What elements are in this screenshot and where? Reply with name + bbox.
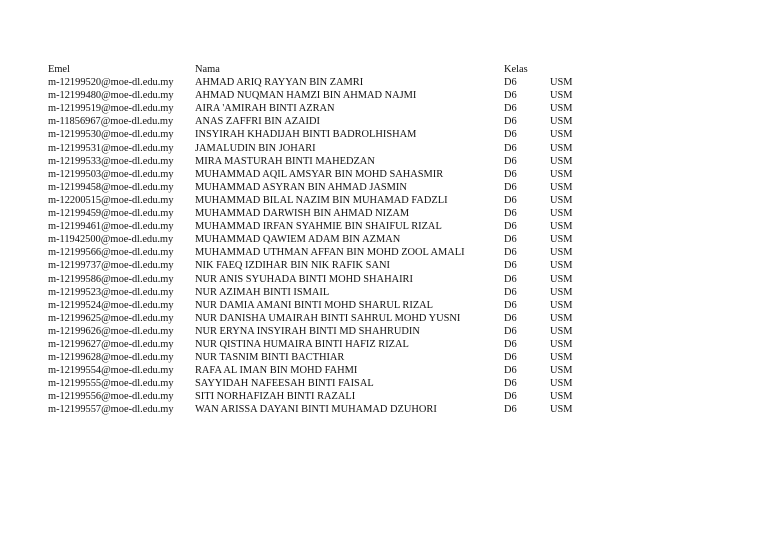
cell-name: ANAS ZAFFRI BIN AZAIDI [195, 116, 320, 128]
cell-tag: USM [550, 194, 573, 206]
table-row [48, 338, 590, 351]
cell-email: m-12199503@moe-dl.edu.my [48, 168, 174, 180]
cell-kelas: D6 [504, 378, 517, 390]
cell-tag: USM [550, 234, 573, 246]
cell-kelas: D6 [504, 273, 517, 285]
table-row [48, 312, 590, 325]
table-row [48, 128, 590, 141]
header-extra [550, 63, 590, 76]
table-row [48, 299, 590, 312]
cell-email: m-12199557@moe-dl.edu.my [48, 404, 174, 416]
cell-email: m-12199530@moe-dl.edu.my [48, 129, 174, 141]
cell-tag: USM [550, 247, 573, 259]
cell-email: m-12199519@moe-dl.edu.my [48, 103, 174, 115]
cell-tag: USM [550, 116, 573, 128]
cell-kelas: D6 [504, 142, 517, 154]
header-email: Emel [48, 64, 70, 75]
cell-kelas: D6 [504, 260, 517, 272]
cell-name: MUHAMMAD UTHMAN AFFAN BIN MOHD ZOOL AMALI [195, 247, 465, 259]
table-body [48, 76, 590, 416]
cell-kelas: D6 [504, 299, 517, 311]
cell-name: NUR QISTINA HUMAIRA BINTI HAFIZ RIZAL [195, 338, 409, 350]
cell-tag: USM [550, 77, 573, 89]
cell-email: m-12199737@moe-dl.edu.my [48, 260, 174, 272]
cell-name: NUR DANISHA UMAIRAH BINTI SAHRUL MOHD YUSNI [195, 312, 461, 324]
cell-kelas: D6 [504, 404, 517, 416]
cell-name: SITI NORHAFIZAH BINTI RAZALI [195, 391, 356, 403]
cell-name: MUHAMMAD AQIL AMSYAR BIN MOHD SAHASMIR [195, 168, 444, 180]
table-row [48, 377, 590, 390]
cell-kelas: D6 [504, 129, 517, 141]
header-kelas: Kelas [504, 64, 528, 75]
cell-name: WAN ARISSA DAYANI BINTI MUHAMAD DZUHORI [195, 404, 437, 416]
cell-kelas: D6 [504, 208, 517, 220]
cell-kelas: D6 [504, 221, 517, 233]
cell-tag: USM [550, 312, 573, 324]
cell-email: m-12199625@moe-dl.edu.my [48, 312, 174, 324]
cell-tag: USM [550, 142, 573, 154]
cell-name: RAFA AL IMAN BIN MOHD FAHMI [195, 365, 358, 377]
cell-email: m-12199531@moe-dl.edu.my [48, 142, 174, 154]
cell-tag: USM [550, 352, 573, 364]
cell-kelas: D6 [504, 325, 517, 337]
table-row [48, 155, 590, 168]
table-row [48, 273, 590, 286]
cell-kelas: D6 [504, 168, 517, 180]
cell-kelas: D6 [504, 90, 517, 102]
table-row [48, 390, 590, 403]
cell-email: m-11856967@moe-dl.edu.my [48, 116, 174, 128]
cell-tag: USM [550, 208, 573, 220]
cell-tag: USM [550, 168, 573, 180]
cell-email: m-12199533@moe-dl.edu.my [48, 155, 174, 167]
cell-tag: USM [550, 365, 573, 377]
table-row [48, 220, 590, 233]
table-row [48, 403, 590, 416]
cell-tag: USM [550, 404, 573, 416]
table-row [48, 181, 590, 194]
student-table [48, 63, 590, 417]
table-row [48, 76, 590, 89]
header-name: Nama [195, 64, 220, 75]
cell-name: MUHAMMAD IRFAN SYAHMIE BIN SHAIFUL RIZAL [195, 221, 442, 233]
cell-name: NIK FAEQ IZDIHAR BIN NIK RAFIK SANI [195, 260, 390, 272]
cell-email: m-12199461@moe-dl.edu.my [48, 221, 174, 233]
cell-kelas: D6 [504, 352, 517, 364]
cell-tag: USM [550, 299, 573, 311]
cell-tag: USM [550, 103, 573, 115]
cell-kelas: D6 [504, 181, 517, 193]
cell-name: NUR DAMIA AMANI BINTI MOHD SHARUL RIZAL [195, 299, 434, 311]
cell-name: NUR AZIMAH BINTI ISMAIL [195, 286, 330, 298]
cell-tag: USM [550, 221, 573, 233]
cell-tag: USM [550, 391, 573, 403]
cell-kelas: D6 [504, 234, 517, 246]
table-row [48, 115, 590, 128]
table-row [48, 259, 590, 272]
cell-email: m-12199520@moe-dl.edu.my [48, 77, 174, 89]
cell-email: m-11942500@moe-dl.edu.my [48, 234, 174, 246]
table-row [48, 286, 590, 299]
table-row [48, 102, 590, 115]
table-row [48, 325, 590, 338]
table-row [48, 364, 590, 377]
cell-name: NUR ERYNA INSYIRAH BINTI MD SHAHRUDIN [195, 325, 420, 337]
cell-tag: USM [550, 129, 573, 141]
cell-kelas: D6 [504, 365, 517, 377]
cell-tag: USM [550, 260, 573, 272]
cell-tag: USM [550, 181, 573, 193]
cell-email: m-12200515@moe-dl.edu.my [48, 194, 174, 206]
cell-kelas: D6 [504, 286, 517, 298]
cell-tag: USM [550, 273, 573, 285]
cell-kelas: D6 [504, 77, 517, 89]
table-row [48, 89, 590, 102]
table-row [48, 246, 590, 259]
cell-email: m-12199554@moe-dl.edu.my [48, 365, 174, 377]
cell-email: m-12199524@moe-dl.edu.my [48, 299, 174, 311]
cell-email: m-12199459@moe-dl.edu.my [48, 208, 174, 220]
cell-name: AIRA 'AMIRAH BINTI AZRAN [195, 103, 335, 115]
cell-email: m-12199556@moe-dl.edu.my [48, 391, 174, 403]
cell-tag: USM [550, 90, 573, 102]
table-row [48, 351, 590, 364]
table-row [48, 142, 590, 155]
cell-email: m-12199523@moe-dl.edu.my [48, 286, 174, 298]
cell-kelas: D6 [504, 194, 517, 206]
cell-kelas: D6 [504, 155, 517, 167]
cell-name: MUHAMMAD BILAL NAZIM BIN MUHAMAD FADZLI [195, 194, 448, 206]
cell-kelas: D6 [504, 247, 517, 259]
cell-email: m-12199628@moe-dl.edu.my [48, 352, 174, 364]
cell-kelas: D6 [504, 116, 517, 128]
cell-name: SAYYIDAH NAFEESAH BINTI FAISAL [195, 378, 374, 390]
cell-name: MUHAMMAD QAWIEM ADAM BIN AZMAN [195, 234, 401, 246]
cell-tag: USM [550, 286, 573, 298]
table-row [48, 168, 590, 181]
cell-tag: USM [550, 338, 573, 350]
cell-email: m-12199480@moe-dl.edu.my [48, 90, 174, 102]
cell-email: m-12199458@moe-dl.edu.my [48, 181, 174, 193]
cell-kelas: D6 [504, 103, 517, 115]
cell-name: JAMALUDIN BIN JOHARI [195, 142, 316, 154]
cell-name: INSYIRAH KHADIJAH BINTI BADROLHISHAM [195, 129, 417, 141]
cell-tag: USM [550, 325, 573, 337]
table-row [48, 194, 590, 207]
cell-kelas: D6 [504, 312, 517, 324]
table-row [48, 233, 590, 246]
cell-name: NUR ANIS SYUHADA BINTI MOHD SHAHAIRI [195, 273, 413, 285]
cell-email: m-12199626@moe-dl.edu.my [48, 325, 174, 337]
cell-email: m-12199566@moe-dl.edu.my [48, 247, 174, 259]
cell-tag: USM [550, 155, 573, 167]
cell-email: m-12199586@moe-dl.edu.my [48, 273, 174, 285]
cell-name: MIRA MASTURAH BINTI MAHEDZAN [195, 155, 375, 167]
cell-kelas: D6 [504, 391, 517, 403]
cell-email: m-12199555@moe-dl.edu.my [48, 378, 174, 390]
cell-name: MUHAMMAD ASYRAN BIN AHMAD JASMIN [195, 181, 407, 193]
cell-name: MUHAMMAD DARWISH BIN AHMAD NIZAM [195, 208, 410, 220]
cell-name: AHMAD ARIQ RAYYAN BIN ZAMRI [195, 77, 364, 89]
table-row [48, 207, 590, 220]
cell-name: AHMAD NUQMAN HAMZI BIN AHMAD NAJMI [195, 90, 417, 102]
header-row [48, 63, 590, 76]
cell-email: m-12199627@moe-dl.edu.my [48, 338, 174, 350]
cell-tag: USM [550, 378, 573, 390]
cell-kelas: D6 [504, 338, 517, 350]
cell-name: NUR TASNIM BINTI BACTHIAR [195, 352, 345, 364]
